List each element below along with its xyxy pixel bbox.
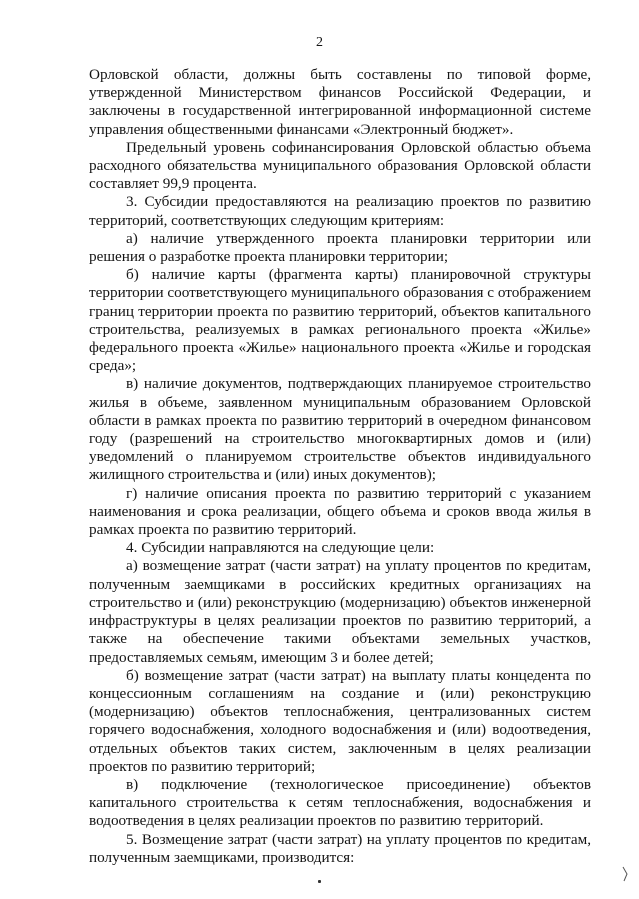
scan-corner-mark [621,866,629,882]
paragraph-item-4b: б) возмещение затрат (части затрат) на выплату платы концедента по концессионным соглашениям на создание и (или) реконструкцию (модернизацию) объектов теплоснабжения, централизованных систем горячего водоснабжения, холодного водоснабжения и (или) водоотведения, отдельных объектов таких систем, заключенным в целях реализации проектов по развитию территорий; [89,666,591,775]
paragraph-item-3: 3. Субсидии предоставляются на реализацию проектов по развитию территорий, соответствующих следующим критериям: [89,193,591,229]
paragraph-cofinancing-level: Предельный уровень софинансирования Орловской областью объема расходного обязательства муниципального образования Орловской области составляет 99,9 процента. [89,138,591,193]
paragraph-item-4a: а) возмещение затрат (части затрат) на уплату процентов по кредитам, полученным заемщиками в российских кредитных организациях на строительство и (или) реконструкцию (модернизацию) объектов инженерной инфраструктуры в целях реализации проектов по развитию территорий, а также на обеспечение такими объектами земельных участков, предоставляемых семьям, имеющим 3 и более детей; [89,557,591,666]
paragraph-item-3b: б) наличие карты (фрагмента карты) планировочной структуры территории соответствующего муниципального образования с отображением границ территории проекта по развитию территорий, объектов капитального строительства, реализуемых в рамках регионального проекта «Жилье» федерального проекта «Жилье» национального проекта «Жилье и городская среда»; [89,266,591,375]
paragraph-item-3g: г) наличие описания проекта по развитию территорий с указанием наименования и срока реализации, общего объема и сроков ввода жилья в рамках проекта по развитию территорий. [89,484,591,539]
paragraph-item-4v: в) подключение (технологическое присоединение) объектов капитального строительства к сетям теплоснабжения, водоснабжения и водоотведения в целях реализации проектов по развитию территорий. [89,775,591,830]
paragraph-intro-continuation: Орловской области, должны быть составлены по типовой форме, утвержденной Министерством финансов Российской Федерации, и заключены в государственной интегрированной информационной системе управления общественными финансами «Электронный бюджет». [89,66,591,138]
paragraph-item-4: 4. Субсидии направляются на следующие цели: [126,539,435,557]
document-body [89,66,591,867]
page-number: 2 [316,35,323,50]
paragraph-item-3a: а) наличие утвержденного проекта планировки территории или решения о разработке проекта планировки территории; [89,229,591,266]
paragraph-item-5: 5. Возмещение затрат (части затрат) на уплату процентов по кредитам, полученным заемщиками, производится: [89,830,591,866]
scan-dot-mark [318,880,321,883]
paragraph-item-3v: в) наличие документов, подтверждающих планируемое строительство жилья в объеме, заявленном муниципальным образованием Орловской области в рамках проекта по развитию территорий в очередном финансовом году (разрешений на строительство многоквартирных домов и (или) уведомлений о планируемом строительстве объектов индивидуального жилищного строительства и (или) иных документов); [89,375,591,484]
